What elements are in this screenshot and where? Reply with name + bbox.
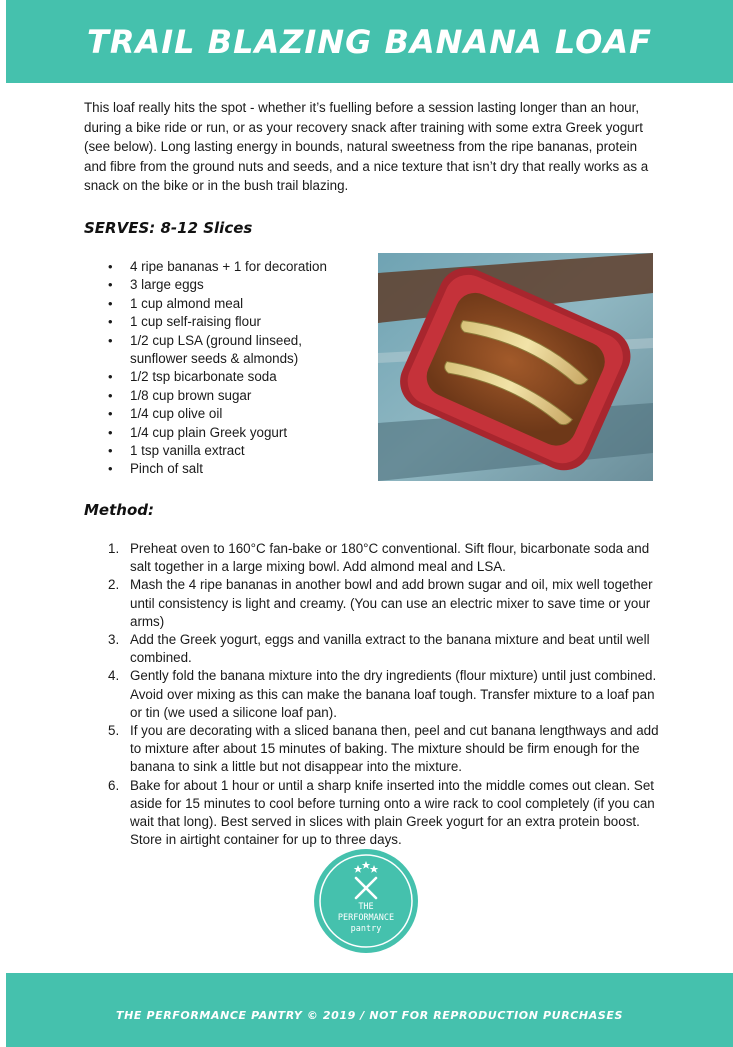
list-item: • 1 cup self-raising flour — [108, 313, 358, 331]
header-banner — [6, 0, 733, 83]
intro-paragraph: This loaf really hits the spot - whether it’s fuelling before a session lasting longer than an hour, during a bike ride or run, or as your recovery snack after training with some extra Greek yogurt (see below). Long lasting energy in bounds, natural sweetness from the ripe bananas, protein and fibre from the ground nuts and seeds, and a nice texture that isn’t dry that really works as a snack on the bike or in the bush trail blazing. — [84, 100, 649, 193]
method-step: 3. Add the Greek yogurt, eggs and vanilla extract to the banana mixture and beat until well combined. — [108, 632, 650, 666]
method-list — [108, 540, 663, 849]
list-item: • 1/2 cup LSA (ground linseed, sunflower seeds & almonds) — [108, 332, 358, 369]
list-item: • 1/4 cup olive oil — [108, 405, 358, 423]
list-item: • 1 tsp vanilla extract — [108, 442, 358, 460]
method-step-text: Preheat oven to 160°C fan-bake or 180°C conventional. Sift flour, bicarbonate soda and salt together in a large mixing bowl. Add almond meal and LSA. — [130, 541, 650, 575]
method-step-text: Add the Greek yogurt, eggs and vanilla extract to the banana mixture and beat until well combined. — [130, 632, 650, 666]
method-step-text: Mash the 4 ripe bananas in another bowl and add brown sugar and oil, mix well together until consistency is light and creamy. (You can use an electric mixer to save time or your arms) — [130, 577, 653, 629]
ingredients-list — [108, 258, 358, 479]
list-item: • 1 cup almond meal — [108, 295, 358, 313]
method-step: 4. Gently fold the banana mixture into the dry ingredients (flour mixture) until just combined. Avoid over mixing as this can make the banana loaf tough. Transfer mixture to a loaf pan or tin (we used a silicone loaf pan). — [108, 668, 657, 720]
method-step-text: Gently fold the banana mixture into the dry ingredients (flour mixture) until just combined. Avoid over mixing as this can make the banana loaf tough. Transfer mixture to a loaf pan or tin (we used a silicone loaf pan). — [130, 668, 657, 720]
method-step: 6. Bake for about 1 hour or until a sharp knife inserted into the middle comes out clean. Set aside for 15 minutes to cool before turning onto a wire rack to cool completely (if you can wait that long). Best served in slices with plain Greek yogurt for an extra protein boost. Store in airtight container for up to three days. — [108, 777, 655, 848]
method-step: 2. Mash the 4 ripe bananas in another bowl and add brown sugar and oil, mix well together until consistency is light and creamy. (You can use an electric mixer to save time or your arms) — [108, 577, 653, 629]
logo-line-2: PERFORMANCE — [337, 913, 395, 923]
banana-loaf-image — [378, 253, 653, 481]
list-item: • 1/2 tsp bicarbonate soda — [108, 368, 358, 386]
method-step-text: If you are decorating with a sliced banana then, peel and cut banana lengthways and add to mixture after about 15 minutes of baking. The mixture should be firm enough for the banana to sink a little but not disappear into the mixture. — [130, 723, 659, 775]
method-step: 1. Preheat oven to 160°C fan-bake or 180°C conventional. Sift flour, bicarbonate soda and salt together in a large mixing bowl. Add almond meal and LSA. — [108, 541, 650, 575]
method-step-text: Bake for about 1 hour or until a sharp knife inserted into the middle comes out clean. Set aside for 15 minutes to cool before turning onto a wire rack to cool completely (if you can wait that long). Best served in slices with plain Greek yogurt for an extra protein boost. Store in airtight container for up to three days. — [130, 777, 655, 848]
performance-pantry-logo — [311, 846, 421, 956]
list-item: • 1/4 cup plain Greek yogurt — [108, 424, 358, 442]
footer-banner — [6, 973, 733, 1047]
list-item: • 4 ripe bananas + 1 for decoration — [108, 258, 358, 276]
list-item: • 3 large eggs — [108, 276, 358, 294]
method-heading: Method: — [84, 501, 154, 519]
footer-text: THE PERFORMANCE PANTRY © 2019 / NOT FOR REPRODUCTION PURCHASES — [115, 1008, 624, 1022]
list-item: • 1/8 cup brown sugar — [108, 387, 358, 405]
method-step: 5. If you are decorating with a sliced banana then, peel and cut banana lengthways and add to mixture after about 15 minutes of baking. The mixture should be firm enough for the banana to sink a little but not disappear into the mixture. — [108, 723, 659, 775]
logo-line-1: THE — [358, 902, 374, 912]
banana-loaf-photo — [378, 253, 653, 481]
logo-line-3: pantry — [350, 924, 382, 934]
list-item: • Pinch of salt — [108, 460, 358, 478]
serves-heading: SERVES: 8-12 Slices — [84, 219, 253, 237]
page-title: TRAIL BLAZING BANANA LOAF — [87, 22, 652, 61]
